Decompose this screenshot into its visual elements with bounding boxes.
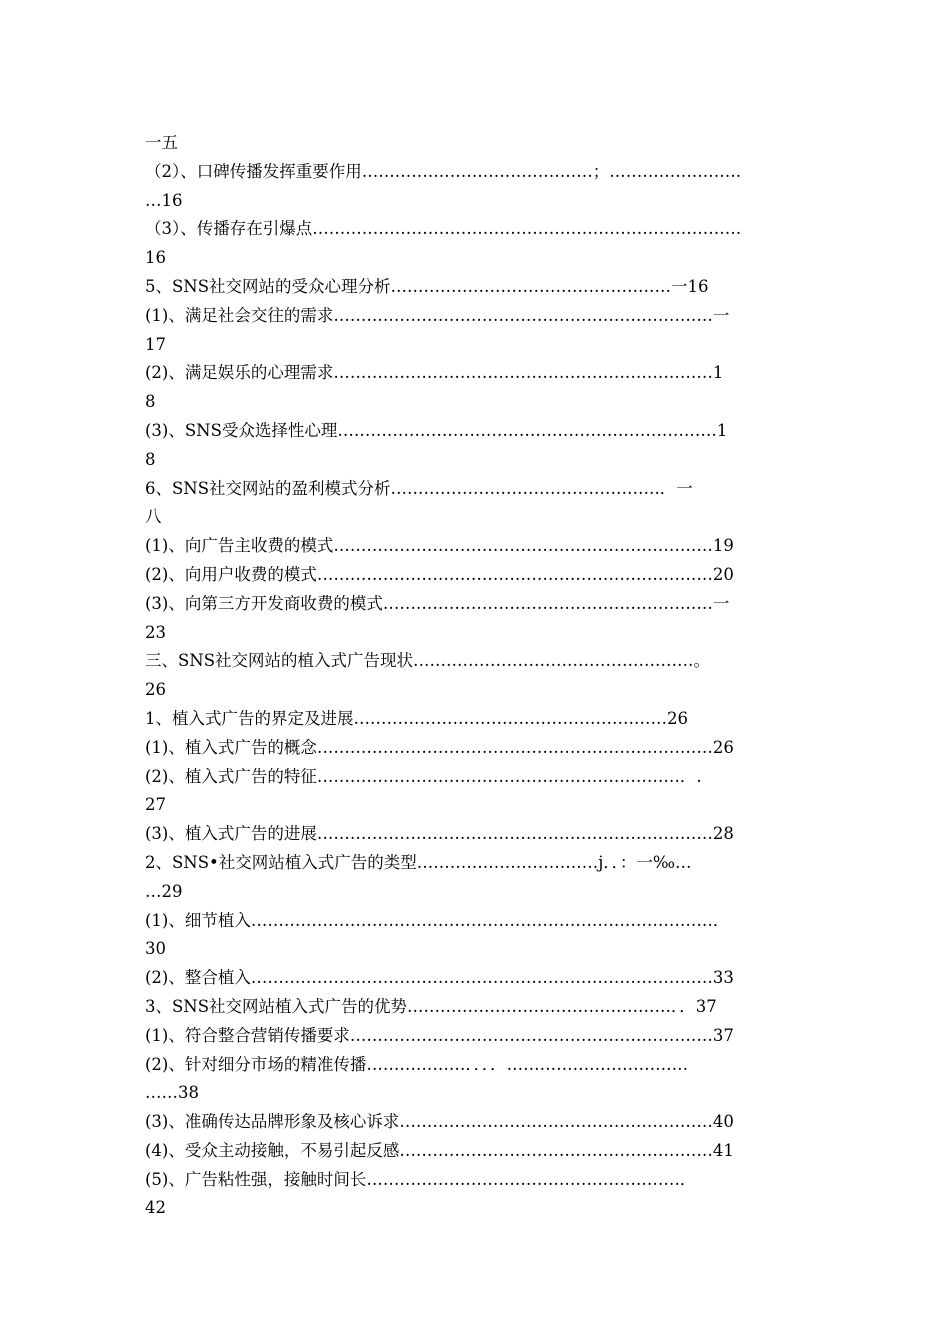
toc-line: (1)、符合整合营销传播要求…………………………………………………………37 [145, 1025, 734, 1045]
toc-line: (2)、向用户收费的模式………………………………………………………………20 [145, 564, 734, 584]
toc-line: 8 [145, 392, 156, 412]
toc-line: (2)、整合植入…………………………………………………………………………33 [145, 968, 734, 988]
toc-line: 8 [145, 449, 156, 469]
toc-line: (3)、SNS受众选择性心理……………………………………………………………1 [145, 420, 728, 440]
toc-line: 三、SNS社交网站的植入式广告现状……………………………………………。 [145, 651, 711, 671]
toc-line: (4)、受众主动接触，不易引起反感…………………………………………………41 [145, 1140, 734, 1160]
toc-line: (3)、植入式广告的进展………………………………………………………………28 [145, 824, 734, 844]
toc-line: 6、SNS社交网站的盈利模式分析………………………………………….．一 [145, 478, 693, 498]
toc-line: 八 [145, 507, 162, 527]
toc-line: 26 [145, 680, 166, 700]
table-of-contents [145, 129, 810, 1223]
toc-line: (2)、针对细分市场的精准传播………………．．．．…………………………… [145, 1054, 689, 1074]
toc-line: 23 [145, 622, 166, 642]
toc-line: …29 [145, 881, 183, 901]
toc-line: （3）、传播存在引爆点…………………………………………………………………… [145, 219, 742, 239]
toc-line: (1)、满足社会交往的需求……………………………………………………………一 [145, 305, 730, 325]
toc-line: ……38 [145, 1083, 199, 1103]
toc-line: 2、SNS•社交网站植入式广告的类型……………………………j．．：一‰… [145, 852, 692, 872]
toc-line: 5、SNS社交网站的受众心理分析……………………………………………一16 [145, 276, 709, 296]
toc-line: (3)、准确传达品牌形象及核心诉求…………………………………………………40 [145, 1112, 734, 1132]
toc-line: 3、SNS社交网站植入式广告的优势…………………………………………．．37 [145, 996, 717, 1016]
toc-line: (2)、满足娱乐的心理需求……………………………………………………………1 [145, 363, 724, 383]
toc-line: 30 [145, 939, 166, 959]
toc-line: …16 [145, 190, 183, 210]
toc-line: (1)、植入式广告的概念………………………………………………………………26 [145, 737, 734, 757]
toc-line: (1)、向广告主收费的模式……………………………………………………………19 [145, 536, 734, 556]
toc-line: (3)、向第三方开发商收费的模式……………………………………………………一 [145, 593, 730, 613]
toc-line: (5)、广告粘性强，接触时间长…………………………………………………． [145, 1169, 697, 1189]
toc-line: 27 [145, 795, 166, 815]
toc-line: 1、植入式广告的界定及进展…………………………………………………26 [145, 708, 688, 728]
toc-line: (2)、植入式广告的特征…………………………………………………………．. [145, 766, 702, 786]
toc-line: (1)、细节植入…………………………………………………………………………． [145, 910, 730, 930]
toc-line: 42 [145, 1198, 166, 1218]
toc-line: 16 [145, 248, 166, 268]
toc-line: 17 [145, 334, 166, 354]
toc-line: （2）、口碑传播发挥重要作用……………………………………；…………………… [145, 161, 742, 181]
toc-line: 一五 [145, 133, 178, 152]
